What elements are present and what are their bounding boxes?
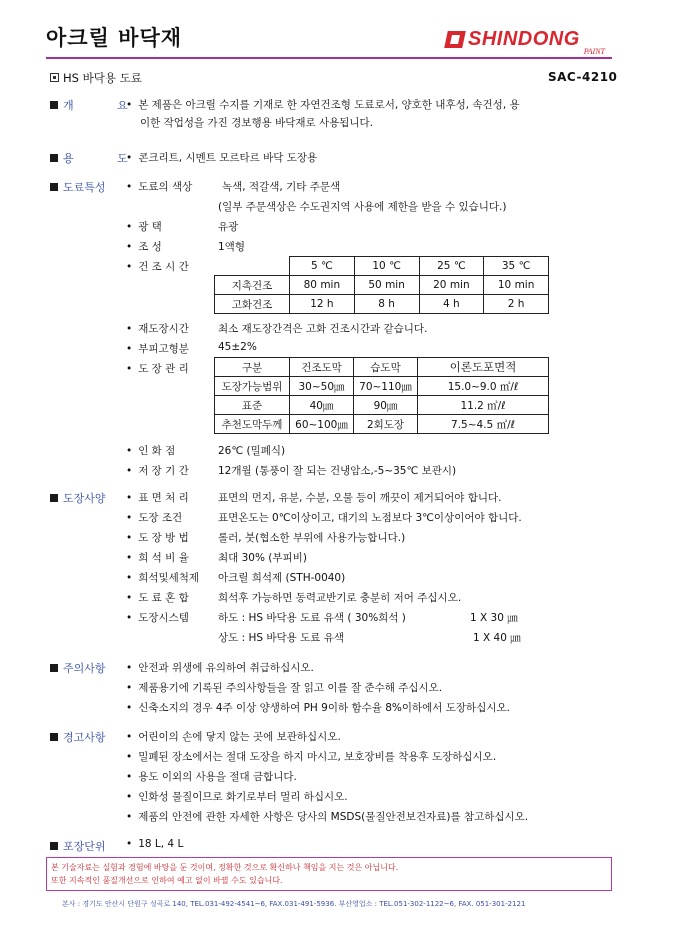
warning-item: • 용도 이외의 사용을 절대 금합니다. xyxy=(126,769,297,784)
section-properties-label: 도료특성 xyxy=(50,179,106,195)
table-cell: 80 min xyxy=(290,276,355,295)
warning-item: • 인화성 물질이므로 화기로부터 멀리 하십시오. xyxy=(126,789,348,804)
table-cell: 도장가능범위 xyxy=(215,377,290,396)
shindong-logo xyxy=(446,28,611,58)
page-title: 아크릴 바닥재 xyxy=(46,26,183,50)
temp-cell: 25 ℃ xyxy=(419,257,484,276)
table-row xyxy=(215,396,549,415)
table-cell: 11.2 ㎡/ℓ xyxy=(418,396,549,415)
section-usage-label: 용 도 xyxy=(50,150,148,166)
section-square-icon xyxy=(50,494,58,502)
table-cell: 20 min xyxy=(419,276,484,295)
usage-text: • 콘크리트, 시멘트 모르타르 바닥 도장용 xyxy=(126,150,317,165)
flash-point-value: 26℃ (밀폐식) xyxy=(218,445,286,457)
section-cautions-label: 주의사항 xyxy=(50,660,106,676)
section-square-icon xyxy=(50,664,58,672)
app-item-label: • 희 석 비 율 xyxy=(126,550,189,565)
disclaimer-line-1: 본 기술자료는 실험과 경험에 바탕을 둔 것이며, 정확한 것으로 확신하나 책임을 지는 것은 아닙니다. xyxy=(51,863,399,872)
table-row xyxy=(215,358,549,377)
system-coat-text: 상도 : HS 바닥용 도료 유색 xyxy=(218,632,345,644)
solids-label: • 부피고형분 xyxy=(126,341,189,356)
app-item-value: 롤러, 붓(협소한 부위에 사용가능합니다.) xyxy=(218,532,406,544)
disclaimer-line-2: 또한 지속적인 품질개선으로 인하여 예고 없이 바뀔 수도 있습니다. xyxy=(51,876,283,885)
overview-line-2: 이한 작업성을 가진 경보행용 바닥재로 사용됩니다. xyxy=(140,117,374,129)
overview-line-1: • 본 제품은 아크릴 수지를 기재로 한 자연건조형 도료로서, 양호한 내후성, 속건성, 용 xyxy=(126,97,520,112)
section-square-icon xyxy=(50,183,58,191)
color-note: (일부 주문색상은 수도권지역 사용에 제한을 받을 수 있습니다.) xyxy=(218,201,507,213)
section-square-icon xyxy=(50,842,58,850)
dry-time-label: • 건 조 시 간 xyxy=(126,259,189,274)
system-coat-spec: 1 X 30 ㎛ xyxy=(470,612,518,624)
app-item-value: 표면의 먼지, 유분, 수분, 오물 등이 깨끗이 제거되어야 합니다. xyxy=(218,492,502,504)
packaging-value: • 18 L, 4 L xyxy=(126,838,183,850)
caution-item: • 신축소지의 경우 4주 이상 양생하여 PH 9이하 함수율 8%이하에서 도장하십시오. xyxy=(126,700,510,715)
table-cell: 7.5~4.5 ㎡/ℓ xyxy=(418,415,549,434)
table-cell: 70~110㎛ xyxy=(354,377,418,396)
section-square-icon xyxy=(50,154,58,162)
product-name: HS 바닥용 도료 xyxy=(50,70,142,86)
coating-label: • 도 장 관 리 xyxy=(126,361,189,376)
table-cell: 40㎛ xyxy=(290,396,354,415)
app-item-value: 희석후 가능하면 동력교반기로 충분히 저어 주십시오. xyxy=(218,592,462,604)
row-header: 고화건조 xyxy=(215,295,290,314)
dry-time-table xyxy=(214,256,549,314)
section-warnings-label: 경고사항 xyxy=(50,729,106,745)
gloss-label: • 광 택 xyxy=(126,219,162,234)
product-code: SAC-4210 xyxy=(548,70,618,84)
app-item-value: 최대 30% (부피비) xyxy=(218,552,307,564)
table-row xyxy=(215,276,549,295)
logo-subtext: PAINT xyxy=(583,47,605,56)
table-row xyxy=(215,377,549,396)
table-header: 건조도막 xyxy=(290,358,354,377)
brand-mark-icon xyxy=(444,31,466,48)
recoat-label: • 재도장시간 xyxy=(126,321,189,336)
composition-label: • 조 성 xyxy=(126,239,162,254)
table-header: 구분 xyxy=(215,358,290,377)
table-row xyxy=(215,415,549,434)
system-label: • 도장시스템 xyxy=(126,610,189,625)
table-cell: 8 h xyxy=(354,295,419,314)
warning-item: • 어린이의 손에 닿지 않는 곳에 보관하십시오. xyxy=(126,729,341,744)
coating-table xyxy=(214,357,549,434)
color-value: 녹색, 적갈색, 기타 주문색 xyxy=(222,181,341,193)
disclaimer-box xyxy=(46,857,612,891)
table-cell: 추천도막두께 xyxy=(215,415,290,434)
temp-cell: 35 ℃ xyxy=(484,257,549,276)
recoat-value: 최소 재도장간격은 고화 건조시간과 같습니다. xyxy=(218,323,428,335)
table-cell: 30~50㎛ xyxy=(290,377,354,396)
table-cell: 4 h xyxy=(419,295,484,314)
table-cell: 12 h xyxy=(290,295,355,314)
row-header: 지촉건조 xyxy=(215,276,290,295)
table-row xyxy=(215,295,549,314)
section-application-label: 도장사양 xyxy=(50,490,106,506)
table-header: 이론도포면적 xyxy=(418,358,549,377)
section-overview-label: 개 요 xyxy=(50,97,148,113)
table-cell: 60~100㎛ xyxy=(290,415,354,434)
company-contact-footer: 본사 : 경기도 안산시 단원구 성곡로 140, TEL.031-492-4541~6, FAX.031-491-5936. 부산영업소 : TEL.051-302-1122~6, FAX. 051-301-2121 xyxy=(62,900,526,908)
app-item-label: • 도장 조건 xyxy=(126,510,182,525)
app-item-label: • 희석및세척제 xyxy=(126,570,199,585)
table-cell: 2 h xyxy=(484,295,549,314)
table-cell: 15.0~9.0 ㎡/ℓ xyxy=(418,377,549,396)
table-cell: 2회도장 xyxy=(354,415,418,434)
table-row xyxy=(215,257,549,276)
storage-label: • 저 장 기 간 xyxy=(126,463,189,478)
color-label: • 도료의 색상 xyxy=(126,179,192,194)
solids-value: 45±2% xyxy=(218,341,257,353)
caution-item: • 제품용기에 기록된 주의사항들을 잘 읽고 이를 잘 준수해 주십시오. xyxy=(126,680,442,695)
app-item-label: • 도 료 혼 합 xyxy=(126,590,189,605)
warning-item: • 제품의 안전에 관한 자세한 사항은 당사의 MSDS(물질안전보건자료)를 참고하십시오. xyxy=(126,809,528,824)
table-header: 습도막 xyxy=(354,358,418,377)
app-item-label: • 표 면 처 리 xyxy=(126,490,189,505)
warning-item: • 밀폐된 장소에서는 절대 도장을 하지 마시고, 보호장비를 착용후 도장하십시오. xyxy=(126,749,496,764)
logo-text: SHINDONG xyxy=(468,28,580,50)
table-cell: 표준 xyxy=(215,396,290,415)
caution-item: • 안전과 위생에 유의하여 취급하십시오. xyxy=(126,660,314,675)
storage-value: 12개월 (통풍이 잘 되는 건냉암소,-5~35℃ 보관시) xyxy=(218,465,457,477)
system-coat-spec: 1 X 40 ㎛ xyxy=(473,632,521,644)
header-divider xyxy=(46,57,612,59)
temp-cell: 5 ℃ xyxy=(290,257,355,276)
app-item-value: 표면온도는 0℃이상이고, 대기의 노점보다 3℃이상이어야 합니다. xyxy=(218,512,522,524)
section-square-icon xyxy=(50,101,58,109)
table-cell: 50 min xyxy=(354,276,419,295)
section-packaging-label: 포장단위 xyxy=(50,838,106,854)
app-item-label: • 도 장 방 법 xyxy=(126,530,189,545)
square-bullet-icon xyxy=(50,73,59,82)
table-cell: 90㎛ xyxy=(354,396,418,415)
app-item-value: 아크릴 희석제 (STH-0040) xyxy=(218,572,346,584)
table-cell: 10 min xyxy=(484,276,549,295)
flash-point-label: • 인 화 점 xyxy=(126,443,175,458)
temp-cell: 10 ℃ xyxy=(354,257,419,276)
gloss-value: 유광 xyxy=(218,221,239,233)
system-coat-text: 하도 : HS 바닥용 도료 유색 ( 30%희석 ) xyxy=(218,612,406,624)
section-square-icon xyxy=(50,733,58,741)
composition-value: 1액형 xyxy=(218,241,245,253)
